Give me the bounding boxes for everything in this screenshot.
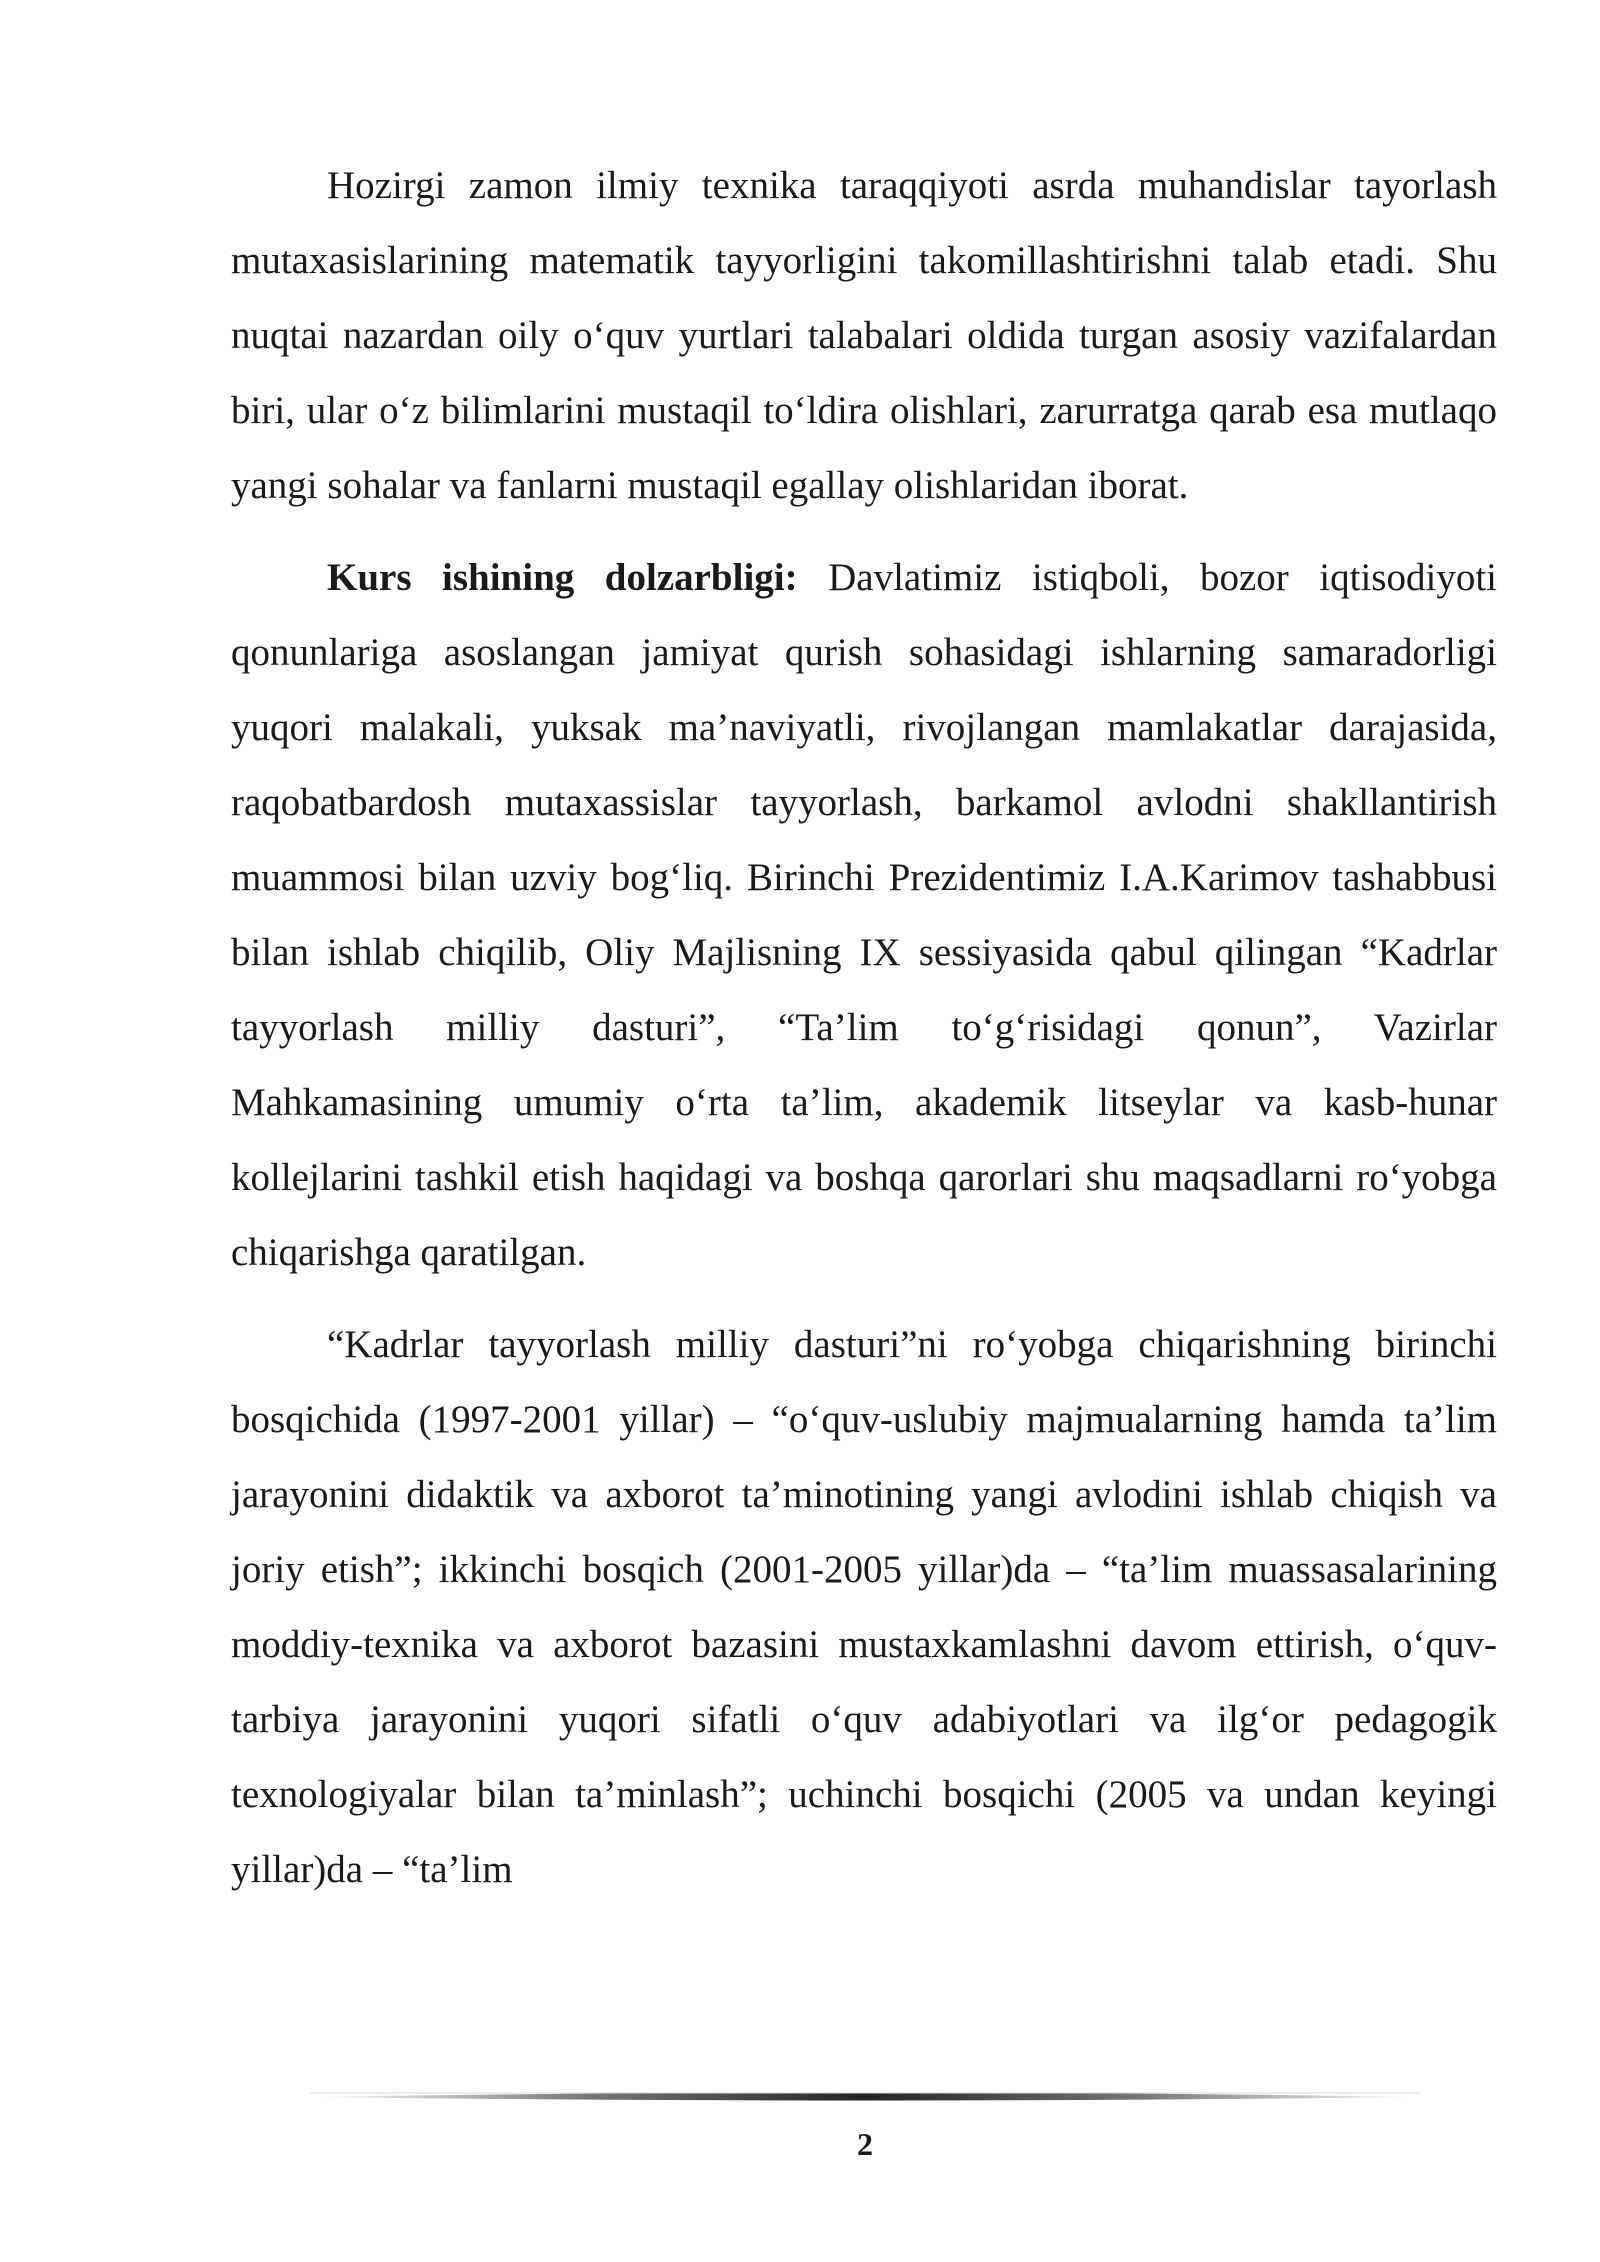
paragraph-intro [231, 148, 1497, 523]
body-text [231, 148, 1497, 1907]
paragraph-text: Davlatimiz istiqboli, bozor iqtisodiyoti qonunlariga asoslangan jamiyat qurish sohasidagi ishlarning samaradorligi yuqori malakali, yuksak ma’naviyatli, rivojlangan mamlakatlar darajasida, raqobatbardosh mutaxassislar tayyorlash, barkamol avlodni shakllantirish muammosi bilan uzviy bog‘liq. Birinchi Prezidentimiz I.A.Karimov tashabbusi bilan ishlab chiqilib, Oliy Majlisning IX sessiyasida qabul qilingan “Kadrlar tayyorlash milliy dasturi”, “Ta’lim to‘g‘risidagi qonun”, Vazirlar Mahkamasining umumiy o‘rta ta’lim, akademik litseylar va kasb-hunar kollejlarini tashkil etish haqidagi va boshqa qarorlari shu maqsadlarni ro‘yobga chiqarishga qaratilgan. [231, 556, 1497, 1274]
paragraph-relevance [231, 540, 1497, 1290]
section-lead-heading: Kurs ishining dolzarbligi: [327, 556, 798, 599]
paragraph-program-stages [231, 1307, 1497, 1907]
page-number: 2 [857, 2126, 873, 2162]
paragraph-text: Hozirgi zamon ilmiy texnika taraqqiyoti asrda muhandislar tayorlash mutaxasislarining matematik tayyorligini takomillashtirishni talab etadi. Shu nuqtai nazardan oily o‘quv yurtlari talabalari oldida turgan asosiy vazifalardan biri, ular o‘z bilimlarini mustaqil to‘ldira olishlari, zarurratga qarab esa mutlaqo yangi sohalar va fanlarni mustaqil egallay olishlaridan iborat. [231, 164, 1497, 507]
paragraph-text: “Kadrlar tayyorlash milliy dasturi”ni ro‘yobga chiqarishning birinchi bosqichida (1997-2001 yillar) – “o‘quv-uslubiy majmualarning hamda ta’lim jarayonini didaktik va axborot ta’minotining yangi avlodini ishlab chiqish va joriy etish”; ikkinchi bosqich (2001-2005 yillar)da – “ta’lim muassasalarining moddiy-texnika va axborot bazasini mustaxkamlashni davom ettirish, o‘quv-tarbiya jarayonini yuqori sifatli o‘quv adabiyotlari va ilg‘or pedagogik texnologiyalar bilan ta’minlash”; uchinchi bosqichi (2005 va undan keyingi yillar)da – “ta’lim [231, 1323, 1497, 1891]
footer-divider [310, 2090, 1420, 2104]
